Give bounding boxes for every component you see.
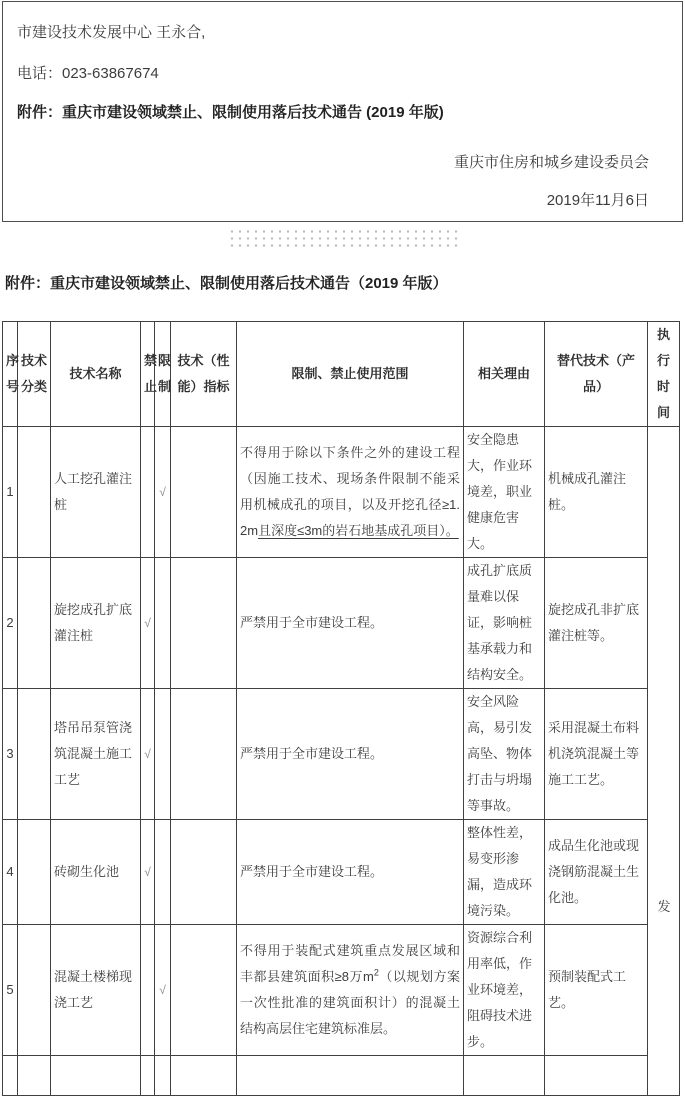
scope-underlined-text: 且深度≤3m的岩石地基成孔项目）。 (258, 523, 459, 538)
indicator-cell (171, 689, 237, 820)
scope-text: 不得用于除以下条件之外的建设工程（因施工技术、现场条件限制不能采用机械成孔的项目，以及开挖孔径≥1.2m (240, 445, 460, 538)
tech-name-cell (51, 1056, 141, 1096)
category-cell (18, 820, 51, 925)
header-name: 技术名称 (51, 322, 141, 427)
scope-cell: 严禁用于全市建设工程。 (237, 820, 464, 925)
restrict-check-cell: √ (155, 427, 171, 558)
row-number: 3 (3, 689, 18, 820)
table-row (3, 558, 680, 689)
category-cell (18, 1056, 51, 1096)
document-page (0, 1, 685, 1049)
attachment-line: 附件：重庆市建设领域禁止、限制使用落后技术通告 (2019 年版) (17, 104, 444, 121)
alternative-cell: 采用混凝土布料机浇筑混凝土等施工工艺。 (545, 689, 648, 820)
alternative-cell (545, 1056, 648, 1096)
table-row (3, 689, 680, 820)
category-cell (18, 558, 51, 689)
scope-cell (237, 925, 464, 1056)
table-row (3, 925, 680, 1056)
scope-cell (237, 1056, 464, 1096)
ban-check-cell (141, 427, 155, 558)
alternative-cell: 预制装配式工艺。 (545, 925, 648, 1056)
scope-text: 不得用于装配式建筑重点发展区域和丰都县建筑面积≥8万m (240, 943, 460, 984)
execution-time-note: 发 (657, 899, 671, 914)
tech-name-cell: 塔吊吊泵管浇筑混凝土施工工艺 (51, 689, 141, 820)
indicator-cell (171, 558, 237, 689)
restrict-check-cell: √ (155, 925, 171, 1056)
prohibited-tech-table (2, 321, 680, 1096)
phone-line: 电话：023-63867674 (17, 65, 159, 82)
scope-text: （以规划方案一次性批准的建筑面积计）的混凝土结构高层住宅建筑标准层。 (240, 969, 460, 1036)
header-alternative: 替代技术（产品） (545, 322, 648, 427)
attachment-heading: 附件：重庆市建设领域禁止、限制使用落后技术通告（2019 年版） (5, 275, 448, 292)
header-execution-time: 执行时间 (648, 322, 680, 427)
category-cell (18, 427, 51, 558)
restrict-check-cell (155, 820, 171, 925)
tech-name-cell: 人工挖孔灌注桩 (51, 427, 141, 558)
scope-cell: 严禁用于全市建设工程。 (237, 689, 464, 820)
reason-cell: 安全隐患大，作业环境差，职业健康危害大。 (464, 427, 545, 558)
row-number: 2 (3, 558, 18, 689)
issuer-line: 重庆市住房和城乡建设委员会 (453, 154, 649, 171)
header-restrict: 限制 (155, 322, 171, 427)
indicator-cell (171, 820, 237, 925)
table-row (3, 820, 680, 925)
header-indicator: 技术（性能）指标 (171, 322, 237, 427)
ban-check-cell (141, 925, 155, 1056)
indicator-cell (171, 427, 237, 558)
row-number: 1 (3, 427, 18, 558)
ban-check-cell: √ (141, 820, 155, 925)
header-scope: 限制、禁止使用范围 (237, 322, 464, 427)
row-number (3, 1056, 18, 1096)
reason-cell (464, 1056, 545, 1096)
indicator-cell (171, 925, 237, 1056)
contact-line: 市建设技术发展中心 王永合, (17, 24, 206, 41)
category-cell (18, 925, 51, 1056)
header-ban: 禁止 (141, 322, 155, 427)
restrict-check-cell (155, 689, 171, 820)
header-category: 技术分类 (18, 322, 51, 427)
reason-cell: 安全风险高，易引发高坠、物体打击与坍塌等事故。 (464, 689, 545, 820)
page-break-dots (227, 226, 459, 247)
reason-cell: 成孔扩底质量难以保证，影响桩基承载力和结构安全。 (464, 558, 545, 689)
table-row-partial (3, 1056, 680, 1096)
date-line: 2019年11月6日 (546, 192, 649, 209)
category-cell (18, 689, 51, 820)
table-header-row (3, 322, 680, 427)
row-number: 5 (3, 925, 18, 1056)
reason-cell: 资源综合利用率低，作业环境差，阻碍技术进步。 (464, 925, 545, 1056)
row-number: 4 (3, 820, 18, 925)
header-reason: 相关理由 (464, 322, 545, 427)
restrict-check-cell (155, 558, 171, 689)
restrict-check-cell (155, 1056, 171, 1096)
ban-check-cell: √ (141, 558, 155, 689)
header-no: 序号 (3, 322, 18, 427)
alternative-cell: 成品生化池或现浇钢筋混凝土生化池。 (545, 820, 648, 925)
tech-name-cell: 混凝土楼梯现浇工艺 (51, 925, 141, 1056)
indicator-cell (171, 1056, 237, 1096)
letter-box (2, 1, 683, 222)
ban-check-cell: √ (141, 689, 155, 820)
scope-superscript: 2 (373, 967, 379, 978)
tech-name-cell: 砖砌生化池 (51, 820, 141, 925)
scope-cell: 严禁用于全市建设工程。 (237, 558, 464, 689)
execution-time-cell (648, 427, 680, 1096)
tech-name-cell: 旋挖成孔扩底灌注桩 (51, 558, 141, 689)
table-row (3, 427, 680, 558)
ban-check-cell (141, 1056, 155, 1096)
alternative-cell: 旋挖成孔非扩底灌注桩等。 (545, 558, 648, 689)
scope-cell (237, 427, 464, 558)
alternative-cell: 机械成孔灌注桩。 (545, 427, 648, 558)
reason-cell: 整体性差，易变形渗漏，造成环境污染。 (464, 820, 545, 925)
